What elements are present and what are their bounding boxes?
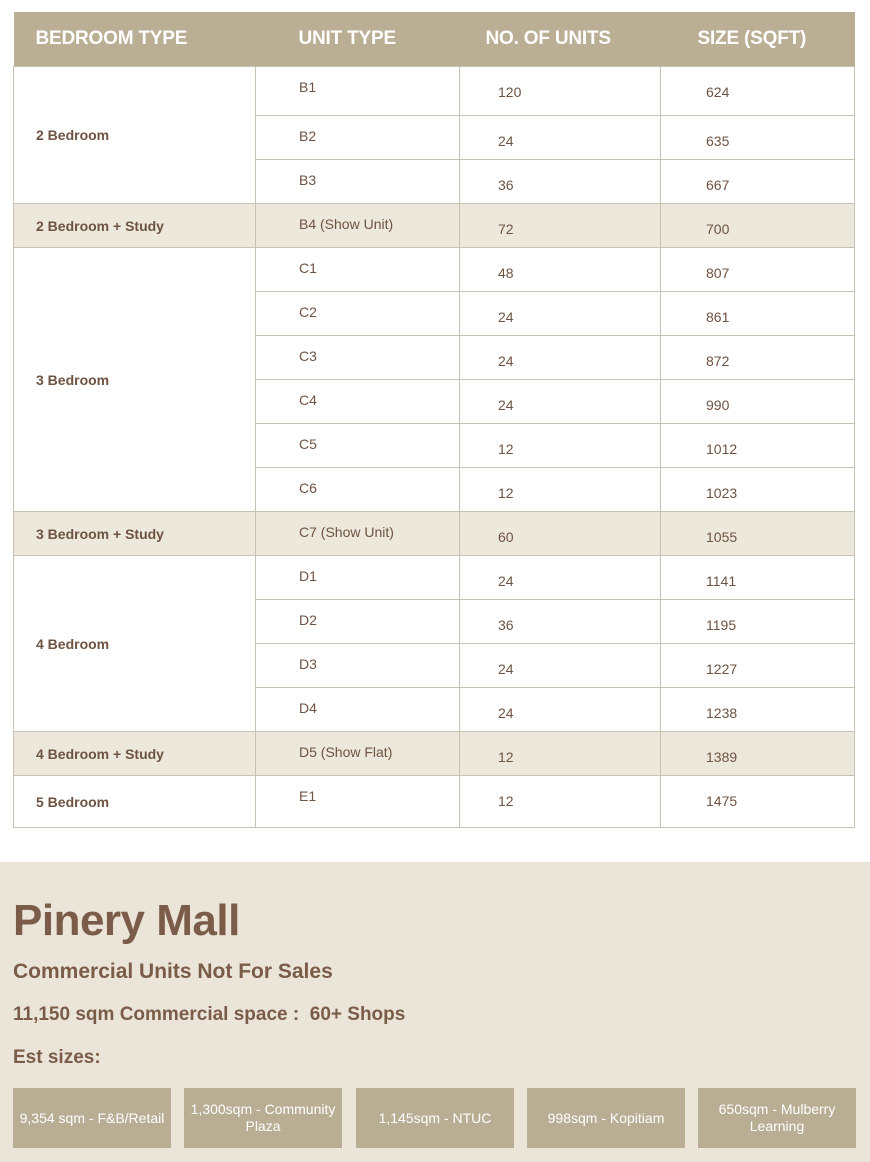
bedroom-type-cell: 3 Bedroom + Study <box>14 512 256 556</box>
unit-mix-table <box>13 12 855 828</box>
units-count-cell: 24 <box>460 644 661 688</box>
header-no-of-units: NO. OF UNITS <box>460 12 661 67</box>
size-cell: 872 <box>661 336 855 380</box>
size-tile: 1,145sqm - NTUC <box>356 1088 514 1148</box>
unit-type-cell: B2 <box>256 116 460 160</box>
unit-type-cell: D1 <box>256 556 460 600</box>
table-row <box>14 204 855 248</box>
units-count-cell: 12 <box>460 732 661 776</box>
units-count-cell: 12 <box>460 776 661 828</box>
size-cell: 1389 <box>661 732 855 776</box>
size-cell: 1141 <box>661 556 855 600</box>
unit-type-cell: C1 <box>256 248 460 292</box>
units-count-cell: 24 <box>460 380 661 424</box>
mall-title: Pinery Mall <box>13 896 240 945</box>
size-tile: 998sqm - Kopitiam <box>527 1088 685 1148</box>
bedroom-type-cell: 4 Bedroom + Study <box>14 732 256 776</box>
unit-type-cell: B3 <box>256 160 460 204</box>
table-row <box>14 67 855 116</box>
bedroom-type-cell: 3 Bedroom <box>14 248 256 512</box>
table-body <box>14 67 855 828</box>
size-cell: 635 <box>661 116 855 160</box>
size-cell: 990 <box>661 380 855 424</box>
unit-type-cell: C7 (Show Unit) <box>256 512 460 556</box>
bedroom-type-cell: 2 Bedroom <box>14 67 256 204</box>
unit-type-cell: C5 <box>256 424 460 468</box>
unit-type-cell: D5 (Show Flat) <box>256 732 460 776</box>
table-row <box>14 248 855 292</box>
unit-type-cell: D2 <box>256 600 460 644</box>
units-count-cell: 24 <box>460 556 661 600</box>
unit-type-cell: D3 <box>256 644 460 688</box>
table-row <box>14 512 855 556</box>
units-count-cell: 24 <box>460 292 661 336</box>
table-header-row <box>14 12 855 67</box>
units-count-cell: 72 <box>460 204 661 248</box>
size-cell: 1055 <box>661 512 855 556</box>
size-tile: 1,300sqm - Community Plaza <box>184 1088 342 1148</box>
size-cell: 807 <box>661 248 855 292</box>
units-count-cell: 48 <box>460 248 661 292</box>
unit-type-cell: C4 <box>256 380 460 424</box>
size-cell: 1475 <box>661 776 855 828</box>
units-count-cell: 36 <box>460 160 661 204</box>
units-count-cell: 24 <box>460 336 661 380</box>
header-bedroom-type: BEDROOM TYPE <box>14 12 256 67</box>
size-tile: 650sqm - Mulberry Learning <box>698 1088 856 1148</box>
size-cell: 700 <box>661 204 855 248</box>
units-count-cell: 36 <box>460 600 661 644</box>
mall-subtitle: Commercial Units Not For Sales <box>13 960 333 983</box>
unit-mix-table-container <box>13 12 854 828</box>
units-count-cell: 12 <box>460 424 661 468</box>
size-cell: 1227 <box>661 644 855 688</box>
units-count-cell: 60 <box>460 512 661 556</box>
unit-type-cell: B1 <box>256 67 460 116</box>
unit-type-cell: D4 <box>256 688 460 732</box>
units-count-cell: 120 <box>460 67 661 116</box>
size-cell: 1195 <box>661 600 855 644</box>
size-cell: 1012 <box>661 424 855 468</box>
table-row <box>14 732 855 776</box>
units-count-cell: 12 <box>460 468 661 512</box>
bedroom-type-cell: 2 Bedroom + Study <box>14 204 256 248</box>
size-tiles <box>13 1088 856 1148</box>
mall-section <box>0 862 870 1162</box>
table-row <box>14 776 855 828</box>
size-cell: 667 <box>661 160 855 204</box>
units-count-cell: 24 <box>460 688 661 732</box>
table-row <box>14 556 855 600</box>
unit-type-cell: E1 <box>256 776 460 828</box>
header-unit-type: UNIT TYPE <box>256 12 460 67</box>
header-size-sqft: SIZE (SQFT) <box>661 12 855 67</box>
size-cell: 1238 <box>661 688 855 732</box>
size-cell: 1023 <box>661 468 855 512</box>
bedroom-type-cell: 5 Bedroom <box>14 776 256 828</box>
size-cell: 624 <box>661 67 855 116</box>
unit-type-cell: C3 <box>256 336 460 380</box>
bedroom-type-cell: 4 Bedroom <box>14 556 256 732</box>
size-tile: 9,354 sqm - F&B/Retail <box>13 1088 171 1148</box>
unit-type-cell: C2 <box>256 292 460 336</box>
size-cell: 861 <box>661 292 855 336</box>
mall-space-info: 11,150 sqm Commercial space : 60+ Shops <box>13 1004 406 1025</box>
units-count-cell: 24 <box>460 116 661 160</box>
unit-type-cell: C6 <box>256 468 460 512</box>
est-sizes-label: Est sizes: <box>13 1047 101 1068</box>
unit-type-cell: B4 (Show Unit) <box>256 204 460 248</box>
